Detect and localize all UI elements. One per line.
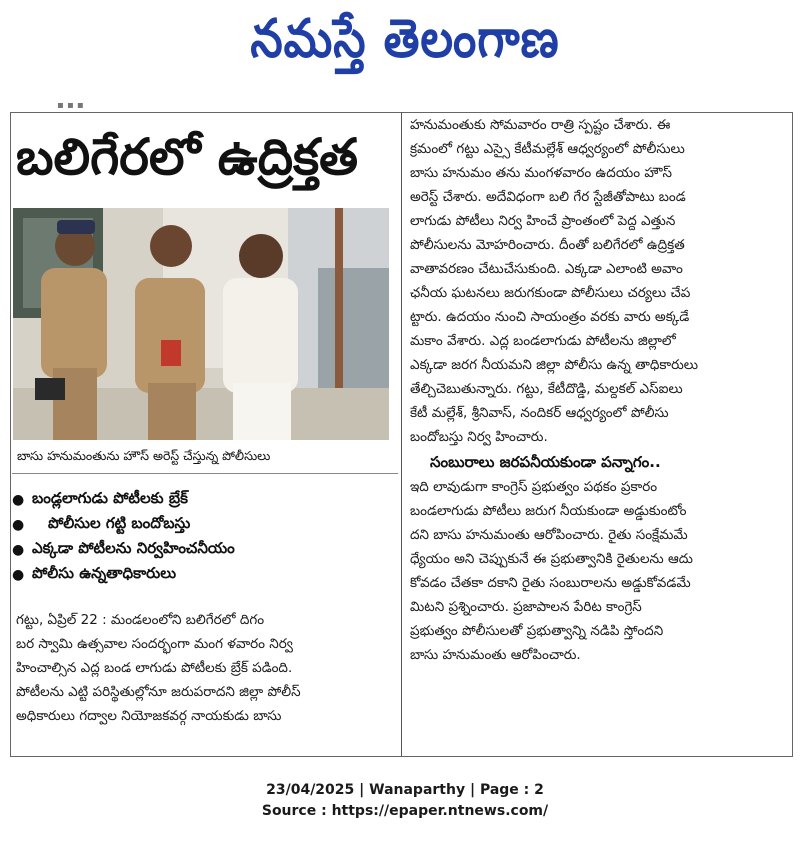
body-line: ఎక్కడా జరగ నీయమని జిల్లా పోలీసు ఉన్న తాధికారులు	[410, 357, 698, 373]
source-url: Source : https://epaper.ntnews.com/	[261, 803, 549, 819]
bullet-icon: ●	[12, 541, 25, 558]
body-line: పోటీలను ఎట్టి పరిస్థితుల్లోనూ జరుపరాదని జిల్లా పోలీస్	[16, 684, 301, 700]
body-line: హించాల్సిన ఎద్ల బండ లాగుడు పోటీలకు బ్రేక్ పడింది.	[16, 660, 293, 676]
photo-caption: బాసు హనుమంతును హౌస్ అరెస్ట్ చేస్తున్న పోలీసులు	[17, 448, 271, 463]
edition-info: 23/04/2025 | Wanaparthy | Page : 2	[266, 782, 544, 798]
bullet-icon: ●	[12, 516, 25, 533]
body-line: ఛనీయ ఘటనలు జరుగకుండా పోలీసులు చర్యలు చేప	[410, 285, 691, 301]
body-line: బండలాగుడు పోటీలు జరుగ నీయకుండా అడ్డుకుంటోం	[410, 503, 687, 519]
body-line: బర స్వామి ఉత్సవాల సందర్భంగా మంగ ళవారం నిర్వ	[16, 636, 293, 652]
body-line: లాగుడు పోటీలు నిర్వ హించే ప్రాంతంలో పెద్ద ఎత్తున	[410, 213, 676, 229]
body-line: మిటని ప్రశ్నించారు. ప్రజాపాలన పేరిట కాంగ్రెస్	[410, 599, 642, 615]
right-article-body	[410, 113, 790, 667]
page-footer	[0, 780, 810, 822]
caption-rule	[12, 473, 398, 474]
body-line: దని బాసు హనుమంతు ఆరోపించారు. రైతు సంక్షేమమే	[410, 527, 688, 543]
body-line: అరెస్ట్ చేశారు. అదేవిధంగా బలి గేర స్టేజీతోపాటు బండ	[410, 189, 686, 205]
decorative-dots: ▪ ▪ ▪	[57, 100, 84, 111]
highlights-list	[12, 487, 398, 587]
column-divider	[401, 112, 402, 757]
body-line: బాసు హనుమంతు ఆరోపించారు.	[410, 647, 581, 663]
headline: బలిగేరలో ఉద్రిక్తత	[16, 128, 359, 186]
body-line: బాసు హనుమం తను మంగళవారం ఉదయం హౌస్	[410, 165, 672, 181]
body-line: వాతావరణం చేటుచేసుకుంది. ఎక్కడా ఎలాంటి అవాం	[410, 261, 683, 277]
highlight-item: ● బండ్లలాగుడు పోటీలకు బ్రేక్	[12, 488, 188, 508]
body-line: కోవడం చేతకా దకాని రైతు సంబురాలను అడ్డుకోవడమే	[410, 575, 691, 591]
body-line: క్రమంలో గట్టు ఎస్సై కేటీమల్లేశ్ ఆధ్వర్యంలో పోలీసులు	[410, 141, 685, 157]
bullet-icon: ●	[12, 566, 25, 583]
body-line: ట్టారు. ఉదయం నుంచి సాయంత్రం వరకు వారు అక్కడే	[410, 309, 690, 325]
bullet-icon: ●	[12, 491, 25, 508]
highlight-item: ● పోలీసుల గట్టి బందోబస్తు	[12, 513, 191, 533]
body-line: పోలీసులను మోహరించారు. దీంతో బలిగేరలో ఉద్రిక్తత	[410, 237, 685, 253]
highlight-item: ● పోలీసు ఉన్నతాధికారులు	[12, 563, 177, 583]
body-line: ధ్యేయం అని చెప్పుకునే ఈ ప్రభుత్వానికి రైతులను ఆదు	[410, 551, 693, 567]
sub-heading: సంబురాలు జరపనీయకుండా పన్నాగం..	[430, 453, 661, 471]
body-line: ప్రభుత్వం పోలీసులతో ప్రభుత్వాన్ని నడిపి స్తోందని	[410, 623, 664, 639]
body-line: ఇది లావుడుగా కాంగ్రెస్ ప్రభుత్వం పథకం ప్రకారం	[410, 479, 658, 495]
body-line: బందోబస్తు నిర్వ హించారు.	[410, 429, 548, 445]
body-line: హనుమంతుకు సోమవారం రాత్రి స్పష్టం చేశారు. ఈ	[410, 117, 671, 133]
body-line: కేటీ మల్లేశ్, శ్రీనివాస్, నందికర్ ఆధ్వర్యంలో పోలీసు	[410, 405, 669, 421]
body-line: మకాం వేశారు. ఎద్ల బండలాగుడు పోటీలను జిల్లాలో	[410, 333, 676, 349]
masthead	[0, 0, 810, 90]
masthead-logo: నమస్తే తెలంగాణ	[250, 7, 560, 70]
body-line: తేల్చిచెబుతున్నారు. గట్టు, కేటీదొడ్డి, మల్దకల్ ఎస్ఐలు	[410, 381, 683, 397]
body-line: గట్టు, ఏప్రిల్ 22 : మండలంలోని బలిగేరలో దిగం	[16, 612, 265, 628]
news-photo-illustration	[13, 208, 389, 440]
left-article-body	[16, 608, 396, 728]
body-line: అధికారులు గద్వాల నియోజకవర్గ నాయకుడు బాసు	[16, 708, 282, 724]
highlight-item: ● ఎక్కడా పోటీలను నిర్వహించనీయం	[12, 538, 235, 558]
news-photo	[13, 208, 389, 440]
